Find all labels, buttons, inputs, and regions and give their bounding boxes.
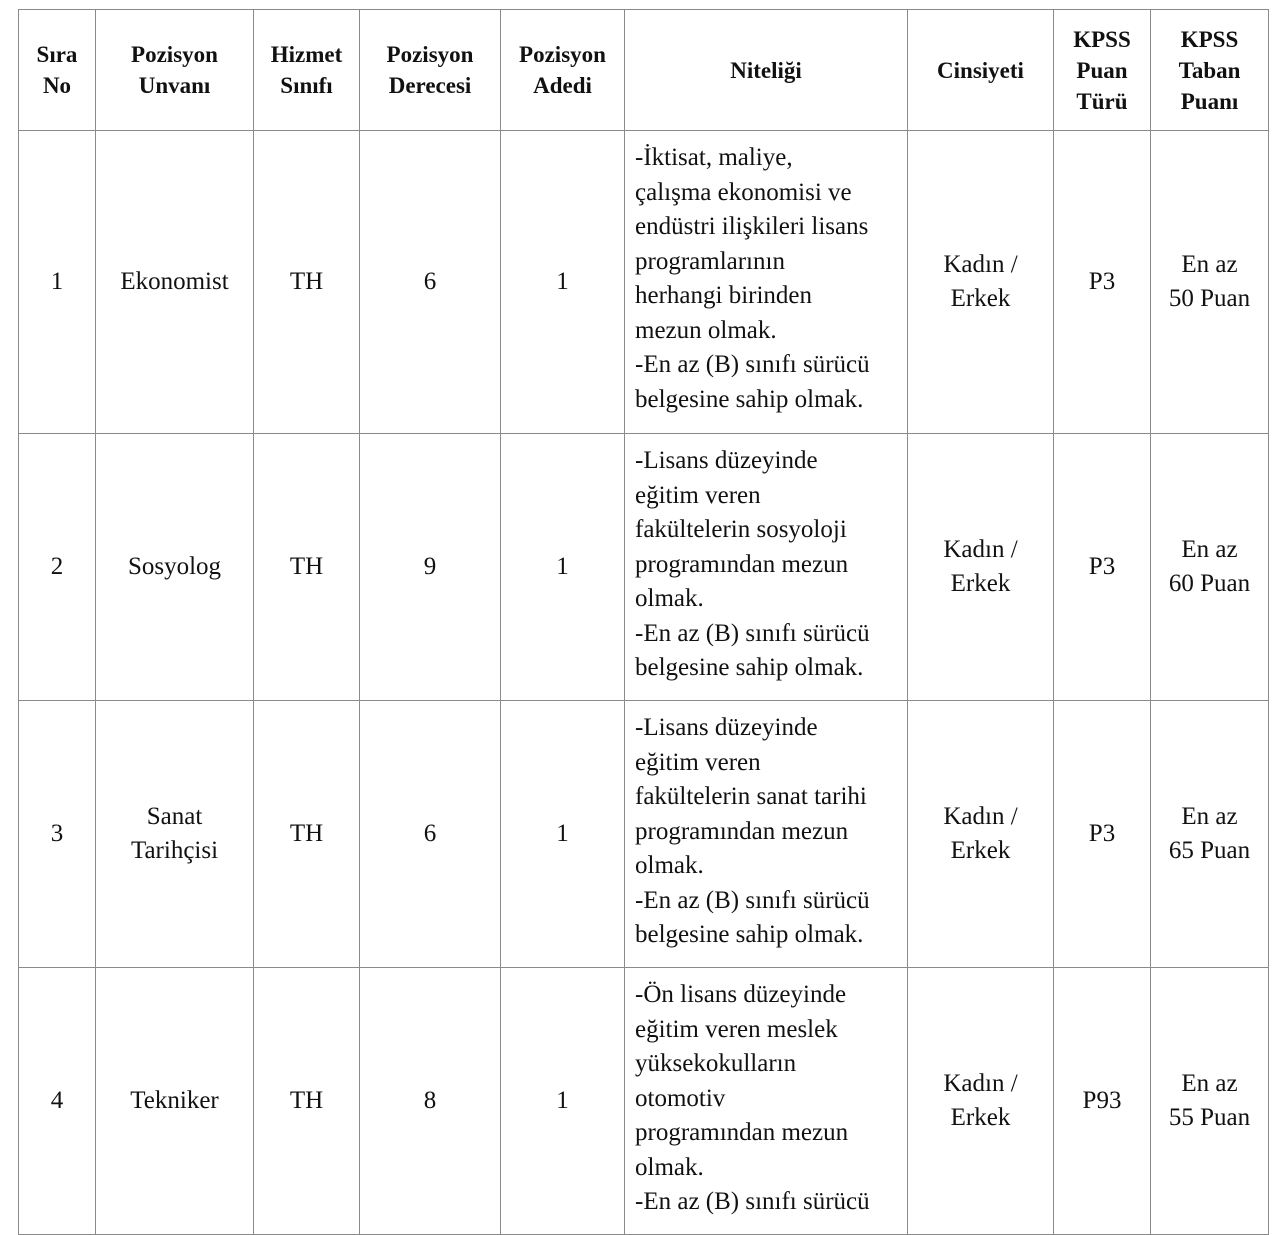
niteligi-cell — [625, 434, 908, 701]
cinsiyeti-cell: Kadın / Erkek — [908, 434, 1054, 701]
pozisyon-adedi-cell: 1 — [501, 968, 625, 1235]
kpss-puan-turu-cell: P93 — [1054, 968, 1151, 1235]
kpss-puan-turu-cell: P3 — [1054, 701, 1151, 968]
kpss-puan-turu-cell: P3 — [1054, 434, 1151, 701]
hizmet-sinifi-cell: TH — [254, 701, 360, 968]
pozisyon-derecesi-cell: 6 — [360, 701, 501, 968]
hizmet-sinifi-cell: TH — [254, 131, 360, 434]
niteligi-cell — [625, 131, 908, 434]
header-niteligi: Niteliği — [625, 10, 908, 131]
qualification-education: -İktisat, maliye, çalışma ekonomisi ve endüstri ilişkileri lisans programlarının herhangi birinden mezun olmak. — [635, 144, 869, 344]
header-cinsiyeti: Cinsiyeti — [908, 10, 1054, 131]
table-row — [19, 434, 1269, 701]
sira-no-cell: 2 — [19, 434, 96, 701]
sira-no-cell: 1 — [19, 131, 96, 434]
hizmet-sinifi-cell: TH — [254, 434, 360, 701]
header-pozisyon-adedi: Pozisyon Adedi — [501, 10, 625, 131]
pozisyon-derecesi-cell: 8 — [360, 968, 501, 1235]
kpss-taban-puani-cell: En az 55 Puan — [1151, 968, 1269, 1235]
header-row — [19, 10, 1269, 131]
kpss-taban-puani-cell: En az 50 Puan — [1151, 131, 1269, 434]
cinsiyeti-cell: Kadın / Erkek — [908, 968, 1054, 1235]
pozisyon-adedi-cell: 1 — [501, 434, 625, 701]
kpss-puan-turu-cell: P3 — [1054, 131, 1151, 434]
pozisyon-adedi-cell: 1 — [501, 131, 625, 434]
pozisyon-unvani-cell: Ekonomist — [96, 131, 254, 434]
niteligi-cell — [625, 968, 908, 1235]
pozisyon-adedi-cell: 1 — [501, 701, 625, 968]
header-sira-no: Sıra No — [19, 10, 96, 131]
header-kpss-taban-puani: KPSS Taban Puanı — [1151, 10, 1269, 131]
cinsiyeti-cell: Kadın / Erkek — [908, 131, 1054, 434]
qualification-education: -Lisans düzeyinde eğitim veren fakültelerin sosyoloji programından mezun olmak. — [635, 447, 849, 612]
sira-no-cell: 3 — [19, 701, 96, 968]
sira-no-cell: 4 — [19, 968, 96, 1235]
header-hizmet-sinifi: Hizmet Sınıfı — [254, 10, 360, 131]
niteligi-cell — [625, 701, 908, 968]
table-row — [19, 131, 1269, 434]
positions-table — [18, 9, 1269, 1235]
qualification-education: -Ön lisans düzeyinde eğitim veren meslek yüksekokulların otomotiv programından mezun olmak. — [635, 981, 849, 1181]
pozisyon-unvani-cell: Tekniker — [96, 968, 254, 1235]
qualification-license: -En az (B) sınıfı sürücü belgesine sahip olmak. — [635, 619, 870, 681]
pozisyon-derecesi-cell: 9 — [360, 434, 501, 701]
qualification-license: -En az (B) sınıfı sürücü belgesine sahip olmak. — [635, 886, 870, 948]
table-row — [19, 968, 1269, 1235]
pozisyon-unvani-cell: Sanat Tarihçisi — [96, 701, 254, 968]
pozisyon-unvani-cell: Sosyolog — [96, 434, 254, 701]
kpss-taban-puani-cell: En az 60 Puan — [1151, 434, 1269, 701]
table-row — [19, 701, 1269, 968]
cinsiyeti-cell: Kadın / Erkek — [908, 701, 1054, 968]
kpss-taban-puani-cell: En az 65 Puan — [1151, 701, 1269, 968]
hizmet-sinifi-cell: TH — [254, 968, 360, 1235]
header-pozisyon-unvani: Pozisyon Unvanı — [96, 10, 254, 131]
qualification-license: -En az (B) sınıfı sürücü — [635, 1188, 870, 1215]
header-pozisyon-derecesi: Pozisyon Derecesi — [360, 10, 501, 131]
pozisyon-derecesi-cell: 6 — [360, 131, 501, 434]
header-kpss-puan-turu: KPSS Puan Türü — [1054, 10, 1151, 131]
qualification-education: -Lisans düzeyinde eğitim veren fakültelerin sanat tarihi programından mezun olmak. — [635, 714, 867, 879]
qualification-license: -En az (B) sınıfı sürücü belgesine sahip olmak. — [635, 351, 870, 413]
